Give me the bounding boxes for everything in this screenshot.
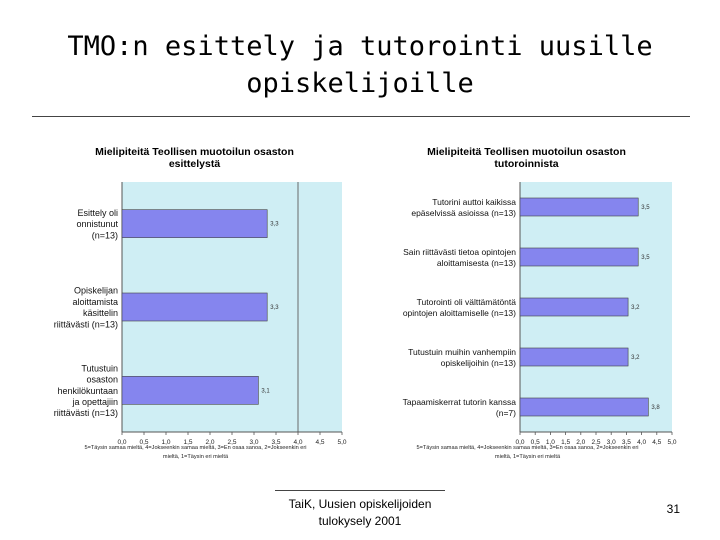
category-label: riittävästi (n=13) [53, 319, 118, 330]
bar [520, 248, 638, 266]
category-label: aloittamisesta (n=13) [436, 258, 516, 269]
source-line-2: tulokysely 2001 [318, 514, 402, 528]
bar-value-label: 3,3 [270, 305, 279, 311]
x-tick-label: 2,0 [576, 439, 586, 446]
chart-plot [42, 140, 347, 446]
category-label: (n=13) [91, 230, 118, 241]
title-divider [32, 116, 690, 117]
footnote-line-2: mieltä, 1=Täysin eri mieltä [494, 454, 561, 460]
x-tick-label: 4,0 [637, 439, 647, 446]
category-label: Opiskelijan [73, 285, 118, 296]
category-label: opintojen aloittamiselle (n=13) [402, 308, 516, 319]
page-number: 31 [666, 502, 680, 516]
bar [122, 376, 258, 404]
chart-esittely [42, 140, 347, 470]
bar-value-label: 3,2 [631, 355, 640, 361]
category-label: Esittely oli [77, 207, 118, 218]
category-label: (n=7) [495, 408, 516, 419]
x-tick-label: 2,5 [227, 439, 237, 446]
source-line-1: TaiK, Uusien opiskelijoiden [288, 497, 432, 511]
x-tick-label: 4,5 [652, 439, 662, 446]
category-label: opiskelijoihin (n=13) [440, 358, 516, 369]
category-label: henkilökuntaan [57, 385, 118, 396]
x-tick-label: 5,0 [667, 439, 677, 446]
category-label: ja opettajiin [72, 397, 118, 408]
x-tick-label: 3,0 [606, 439, 616, 446]
footnote-line-1: 5=Täysin samaa mieltä, 4=Jokseenkin samaa mieltä, 3=En osaa sanoa, 2=Jokseenkin eri [84, 445, 307, 451]
category-label: aloittamista [72, 296, 118, 307]
chart-title-line-2: esittelystä [168, 158, 221, 170]
footnote-line-2: mieltä, 1=Täysin eri mieltä [162, 454, 229, 460]
chart-footnote [376, 444, 679, 462]
chart-title-line-2: tutoroinnista [494, 158, 559, 170]
slide-title-line-1: TMO:n esittely ja tutorointi uusille [67, 31, 653, 62]
x-tick-label: 1,0 [161, 439, 171, 446]
bar-value-label: 3,8 [651, 405, 660, 411]
chart-title-line-1: Mielipiteitä Teollisen muotoilun osaston [427, 146, 626, 158]
category-label: Tutorointi oli välttämätöntä [416, 296, 516, 307]
bar [122, 210, 267, 238]
category-label: Sain riittävästi tietoa opintojen [403, 246, 516, 257]
x-tick-label: 4,0 [293, 439, 303, 446]
bar-value-label: 3,2 [631, 305, 640, 311]
x-tick-label: 0,0 [515, 439, 525, 446]
source-divider [275, 490, 445, 491]
x-tick-label: 3,0 [249, 439, 259, 446]
bar [520, 348, 628, 366]
x-tick-label: 5,0 [337, 439, 347, 446]
bar-value-label: 3,5 [641, 255, 650, 261]
bar [520, 198, 638, 216]
category-label: Tutustuin [81, 363, 118, 374]
category-label: Tapaamiskerrat tutorin kanssa [402, 396, 516, 407]
category-label: Tutorini auttoi kaikissa [432, 196, 516, 207]
category-label: osaston [86, 374, 118, 385]
x-tick-label: 4,5 [315, 439, 325, 446]
x-tick-label: 3,5 [271, 439, 281, 446]
category-label: Tutustuin muihin vanhempiin [408, 346, 516, 357]
category-label: onnistunut [76, 219, 118, 230]
category-label: epäselvissä asioissa (n=13) [411, 208, 516, 219]
chart-tutorointi [374, 140, 679, 470]
footnote-line-1: 5=Täysin samaa mieltä, 4=Jokseenkin samaa mieltä, 3=En osaa sanoa, 2=Jokseenkin eri [416, 445, 639, 451]
category-label: käsittelin [82, 308, 118, 319]
source-note [270, 496, 450, 530]
x-tick-label: 3,5 [621, 439, 631, 446]
chart-plot [374, 140, 679, 446]
bar-value-label: 3,3 [270, 221, 279, 228]
x-tick-label: 0,0 [117, 439, 127, 446]
slide-title [40, 28, 680, 102]
chart-title-line-1: Mielipiteitä Teollisen muotoilun osaston [95, 146, 294, 158]
chart-footnote [44, 444, 347, 462]
category-label: riittävästi (n=13) [53, 408, 118, 419]
bar-value-label: 3,5 [641, 205, 650, 211]
bar [520, 298, 628, 316]
x-tick-label: 2,0 [205, 439, 215, 446]
x-tick-label: 0,5 [530, 439, 540, 446]
bar [122, 293, 267, 321]
bar-value-label: 3,1 [261, 388, 270, 395]
x-tick-label: 1,0 [545, 439, 555, 446]
bar [520, 398, 648, 416]
slide-title-line-2: opiskelijoille [246, 68, 474, 99]
x-tick-label: 2,5 [591, 439, 601, 446]
x-tick-label: 1,5 [183, 439, 193, 446]
x-tick-label: 0,5 [139, 439, 149, 446]
x-tick-label: 1,5 [561, 439, 571, 446]
